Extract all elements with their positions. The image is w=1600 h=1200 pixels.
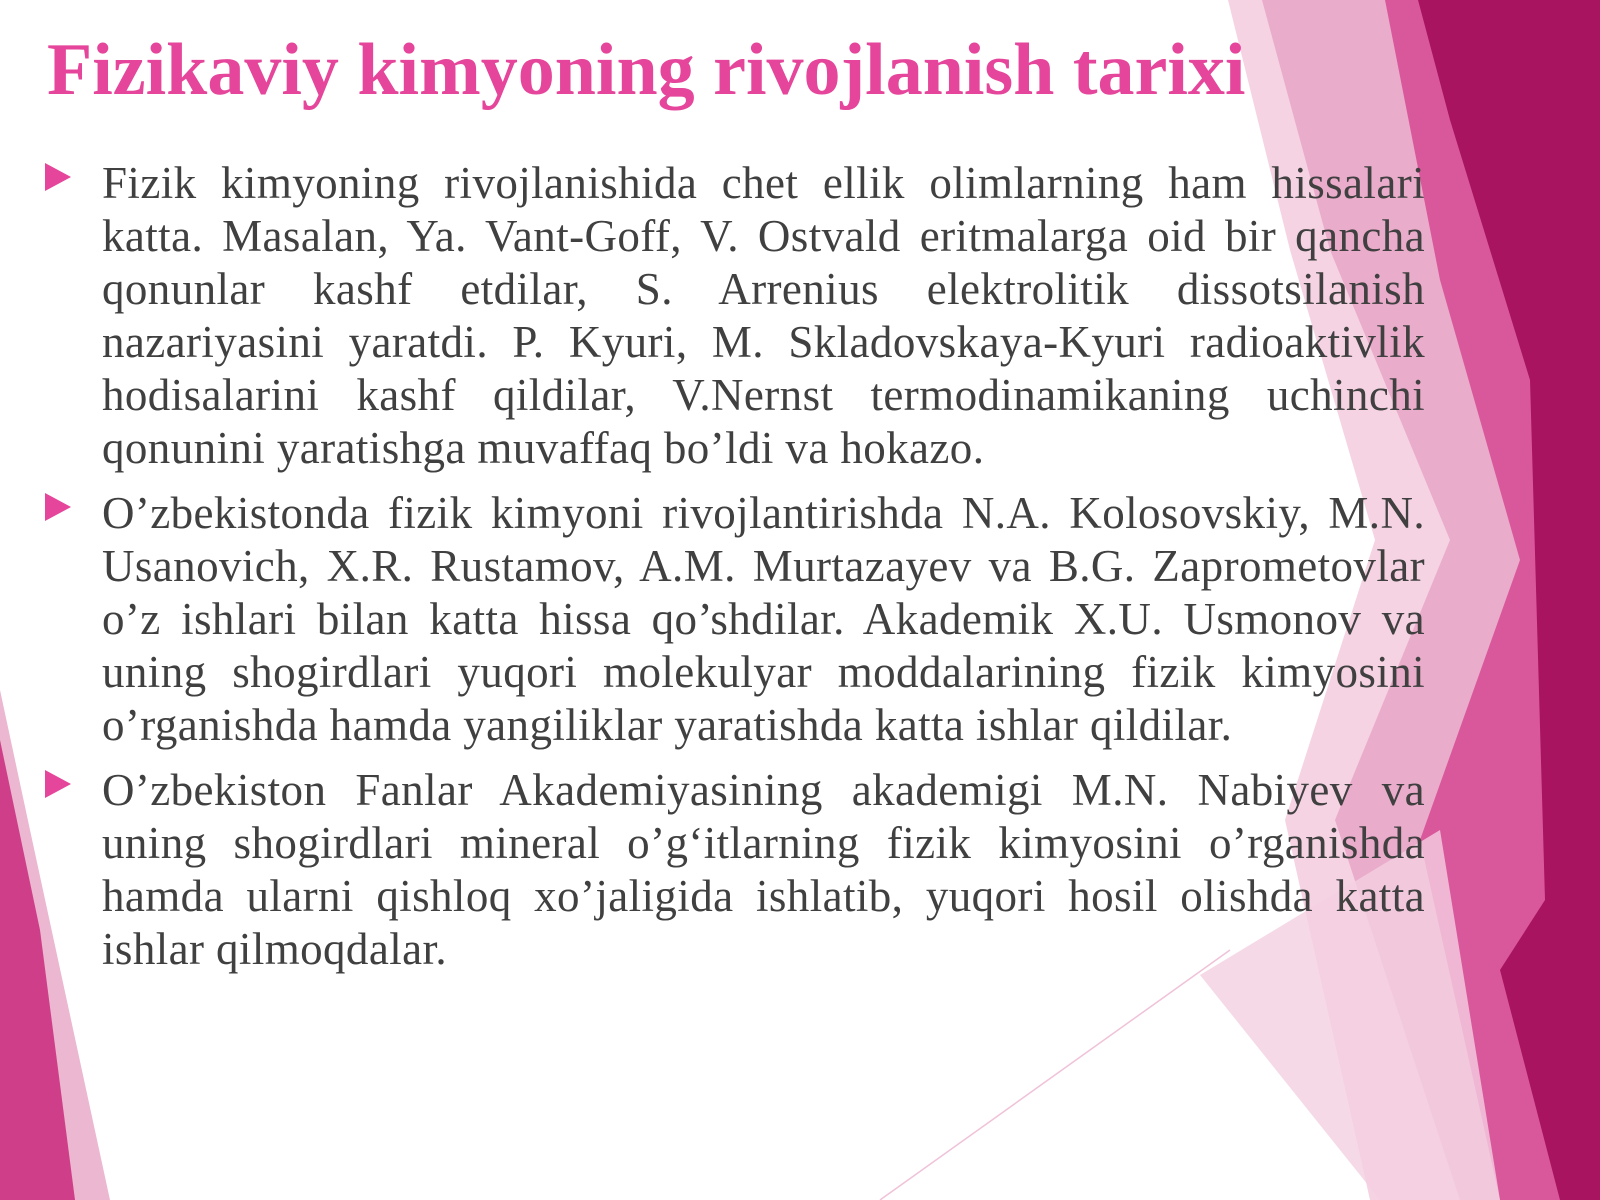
triangle-right-icon	[45, 493, 71, 521]
triangle-right-icon	[45, 163, 71, 191]
bullet-item	[40, 157, 1425, 475]
bullet-item	[40, 487, 1425, 752]
bullet-text: O’zbekiston Fanlar Akademiyasining akademigi M.N. Nabiyev va uning shogirdlari mineral o’g‘itlarning fizik kimyosini o’rganishda hamda ularni qishloq xo’jaligida ishlatib, yuqori hosil olishda katta ishlar qilmoqdalar.	[102, 765, 1425, 974]
bullet-text: O’zbekistonda fizik kimyoni rivojlantirishda N.A. Kolosovskiy, M.N. Usanovich, X.R. Rustamov, A.M. Murtazayev va B.G. Zaprometovlar o’z ishlari bilan katta hissa qo’shdilar. Akademik X.U. Usmonov va uning shogirdlari yuqori molekulyar moddalarining fizik kimyosini o’rganishda hamda yangiliklar yaratishda katta ishlar qildilar.	[102, 488, 1425, 750]
bullet-text: Fizik kimyoning rivojlanishida chet ellik olimlarning ham hissalari katta. Masalan, Ya. Vant-Goff, V. Ostvald eritmalarga oid bir qancha qonunlar kashf etdilar, S. Arrenius elektrolitik dissotsilanish nazariyasini yaratdi. P. Kyuri, M. Skladovskaya-Kyuri radioaktivlik hodisalarini kashf qildilar, V.Nernst termodinamikaning uchinchi qonunini yaratishga muvaffaq bo’ldi va hokazo.	[102, 158, 1425, 473]
bullet-item	[40, 764, 1425, 976]
bullet-list	[40, 157, 1425, 988]
triangle-right-icon	[45, 770, 71, 798]
slide-title: Fizikaviy kimyoning rivojlanish tarixi	[47, 29, 1246, 111]
